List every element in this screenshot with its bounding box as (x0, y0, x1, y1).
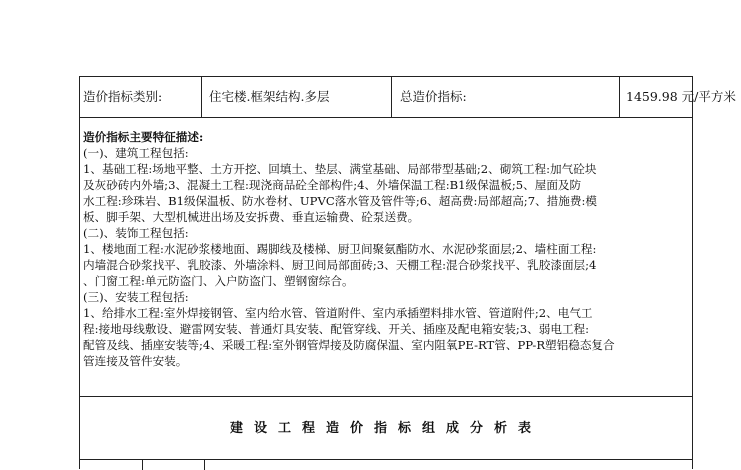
description-line: 1、基础工程:场地平整、土方开挖、回填土、垫层、满堂基础、局部带型基础;2、砌筑工程:加气砼块 (83, 162, 597, 176)
feature-description (80, 117, 692, 397)
description-line: 1、楼地面工程:水泥砂浆楼地面、踢脚线及楼梯、厨卫间聚氨酯防水、水泥砂浆面层;2、墙柱面工程: (83, 242, 597, 256)
description-line: (一)、建筑工程包括: (83, 146, 189, 160)
cost-type-label: 造价指标类别: (80, 77, 202, 117)
total-cost-label: 总造价指标: (392, 77, 620, 117)
column-divider (204, 460, 205, 470)
description-line: 水工程:珍珠岩、B1级保温板、防水卷材、UPVC落水管及管件等;6、超高费:局部超高;7、措施费:模 (83, 194, 597, 208)
description-line: (二)、装饰工程包括: (83, 226, 189, 240)
description-line: 1、给排水工程:室外焊接钢管、室内给水管、管道附件、室内承插塑料排水管、管道附件;2、电气工 (83, 306, 593, 320)
description-title: 造价指标主要特征描述: (83, 130, 204, 144)
description-line: 板、脚手架、大型机械进出场及安拆费、垂直运输费、砼泵送费。 (83, 210, 420, 224)
description-line: 管连接及管件安装。 (83, 354, 188, 368)
total-cost-value: 1459.98 元/平方米 (626, 89, 736, 104)
cost-type-value: 住宅楼.框架结构.多层 (202, 77, 392, 117)
header-row (80, 77, 736, 118)
column-divider (142, 460, 143, 470)
description-line: 内墙混合砂浆找平、乳胶漆、外墙涂料、厨卫间局部面砖;3、天棚工程:混合砂浆找平、乳胶漆面层;4 (83, 258, 597, 272)
table-header-row (80, 460, 692, 470)
analysis-table-title: 建设工程造价指标组成分析表 (80, 397, 692, 460)
cost-index-sheet (79, 76, 736, 469)
description-line: (三)、安装工程包括: (83, 290, 189, 304)
description-line: 配管及线、插座安装等;4、采暖工程:室外钢管焊接及防腐保温、室内阻氧PE-RT管、PP-R塑铝稳态复合 (83, 338, 615, 352)
description-line: 及灰砂砖内外墙;3、混凝土工程:现浇商品砼全部构件;4、外墙保温工程:B1级保温板;5、屋面及防 (83, 178, 582, 192)
description-line: 程:接地母线敷设、避雷网安装、普通灯具安装、配管穿线、开关、插座及配电箱安装;3、弱电工程: (83, 322, 590, 336)
description-line: 、门窗工程:单元防盗门、入户防盗门、塑钢窗综合。 (83, 274, 354, 288)
